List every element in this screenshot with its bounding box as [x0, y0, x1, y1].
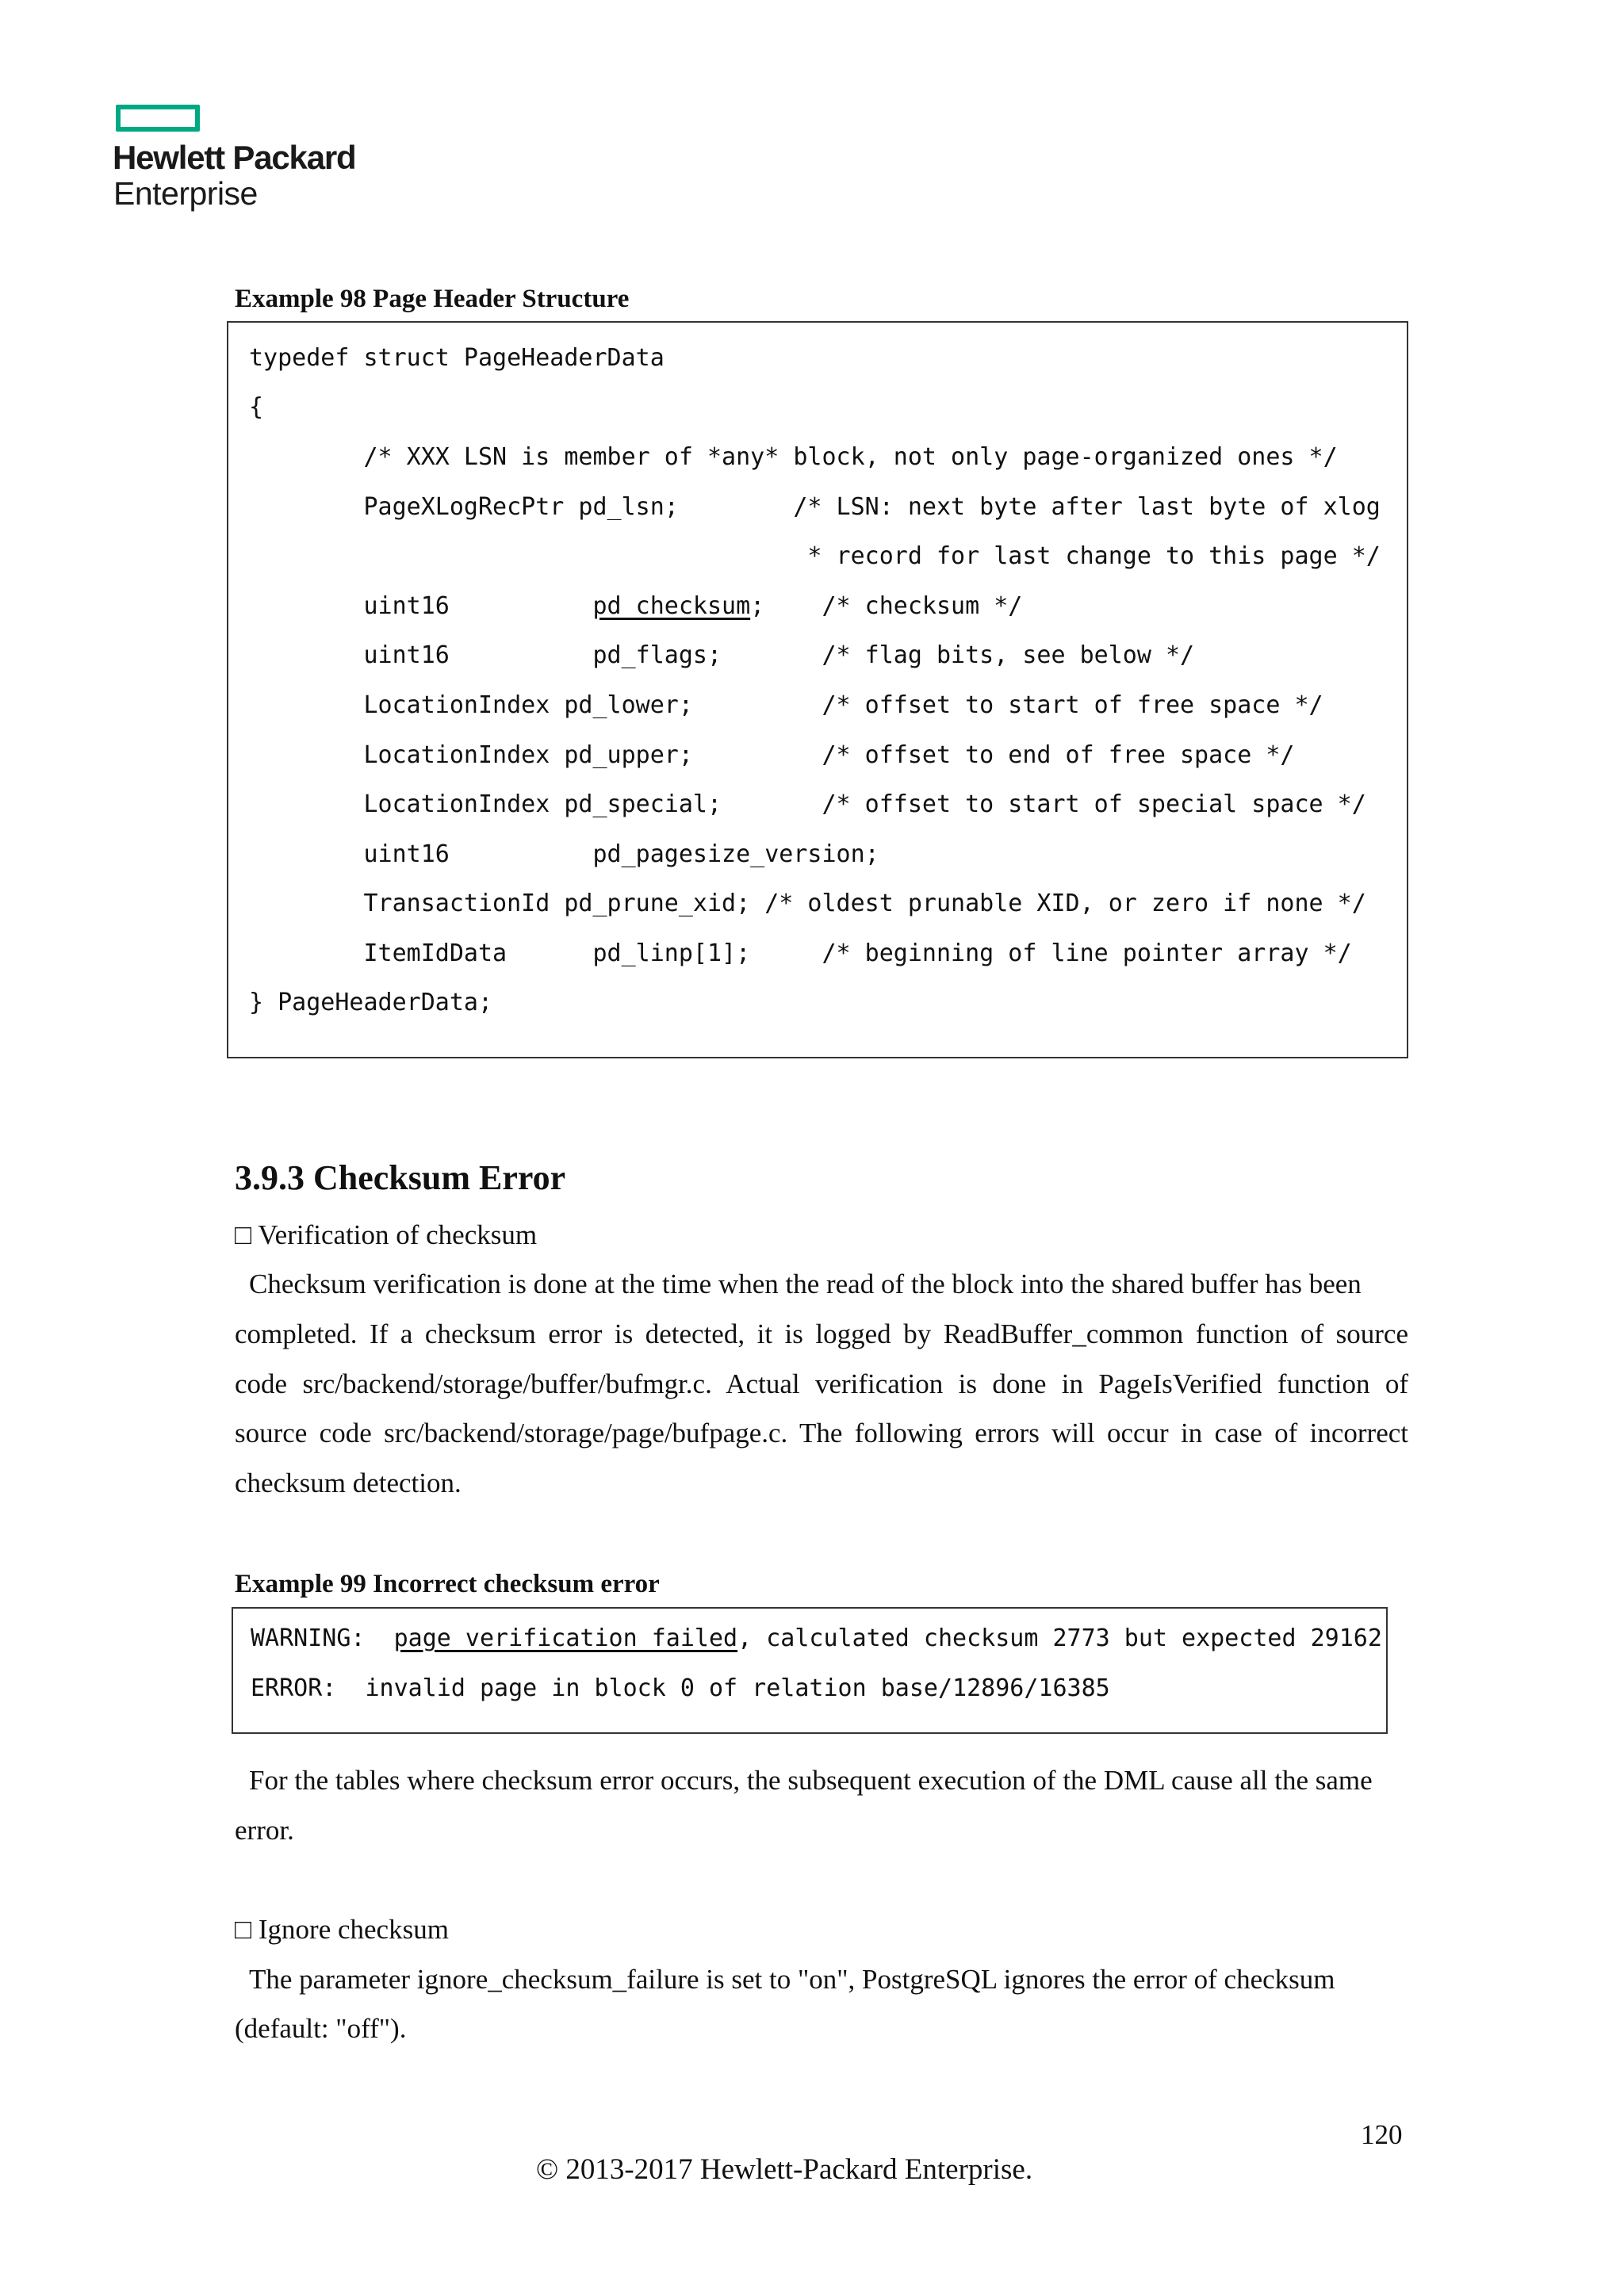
code-line: typedef struct PageHeaderData [249, 344, 665, 372]
example98-code-box [227, 321, 1408, 1058]
paragraph-line: source code src/backend/storage/page/bufpage.c. The following errors will occur in case of incorrect [235, 1418, 1408, 1448]
underlined-message: page verification failed [393, 1624, 738, 1652]
code-line: LocationIndex pd_lower; /* offset to start of free space */ [249, 691, 1323, 719]
paragraph-line: (default: "off"). [235, 2013, 407, 2044]
example98-caption: Example 98 Page Header Structure [235, 285, 630, 313]
paragraph-line: error. [235, 1815, 294, 1846]
code-line: { [249, 393, 264, 421]
code-line: PageXLogRecPtr pd_lsn; /* LSN: next byte after last byte of xlog [249, 493, 1381, 521]
code-line: LocationIndex pd_upper; /* offset to end of free space */ [249, 741, 1295, 769]
code-segment: , calculated checksum 2773 but expected 29162 [737, 1624, 1382, 1652]
code-line: } PageHeaderData; [249, 989, 493, 1016]
code-line: uint16 pd_flags; /* flag bits, see below */ [249, 641, 1195, 669]
underlined-field: pd_checksum [592, 592, 751, 620]
logo-text-line2: Enterprise [113, 175, 258, 212]
paragraph-line: The parameter ignore_checksum_failure is set to "on", PostgreSQL ignores the error of checksum [249, 1964, 1335, 1995]
page-number: 120 [1361, 2119, 1403, 2150]
paragraph-line: checksum detection. [235, 1468, 462, 1498]
example99-code-box [232, 1607, 1388, 1734]
paragraph-line: code src/backend/storage/buffer/bufmgr.c. Actual verification is done in PageIsVerified function of [235, 1368, 1408, 1399]
code-line: * record for last change to this page */ [249, 542, 1381, 570]
paragraph-line: For the tables where checksum error occurs, the subsequent execution of the DML cause all the same [249, 1765, 1373, 1796]
code-line: ItemIdData pd_linp[1]; /* beginning of line pointer array */ [249, 939, 1352, 967]
paragraph-line: completed. If a checksum error is detected, it is logged by ReadBuffer_common function of source [235, 1318, 1408, 1349]
code-line: LocationIndex pd_special; /* offset to start of special space */ [249, 790, 1366, 818]
code-line: /* XXX LSN is member of *any* block, not only page-organized ones */ [249, 443, 1338, 471]
code-line: uint16 pd_pagesize_version; [249, 840, 879, 868]
code-line: ERROR: invalid page in block 0 of relation base/12896/16385 [251, 1674, 1110, 1702]
logo-bar-icon [116, 105, 200, 132]
code-segment: ; /* checksum */ [750, 592, 1023, 620]
code-line [251, 1624, 1382, 1652]
section-heading: 3.9.3 Checksum Error [235, 1158, 566, 1197]
code-line [249, 592, 1023, 620]
bullet-verification: □ Verification of checksum [235, 1219, 538, 1250]
code-line: TransactionId pd_prune_xid; /* oldest prunable XID, or zero if none */ [249, 890, 1366, 917]
code-segment: WARNING: [251, 1624, 394, 1652]
bullet-ignore: □ Ignore checksum [235, 1914, 449, 1945]
logo-text-line1: Hewlett Packard [113, 139, 356, 176]
paragraph-line: Checksum verification is done at the time when the read of the block into the shared buffer has been [249, 1269, 1362, 1299]
code-segment: uint16 [249, 592, 593, 620]
copyright-footer: © 2013-2017 Hewlett-Packard Enterprise. [536, 2153, 1033, 2186]
example99-caption: Example 99 Incorrect checksum error [235, 1570, 660, 1598]
